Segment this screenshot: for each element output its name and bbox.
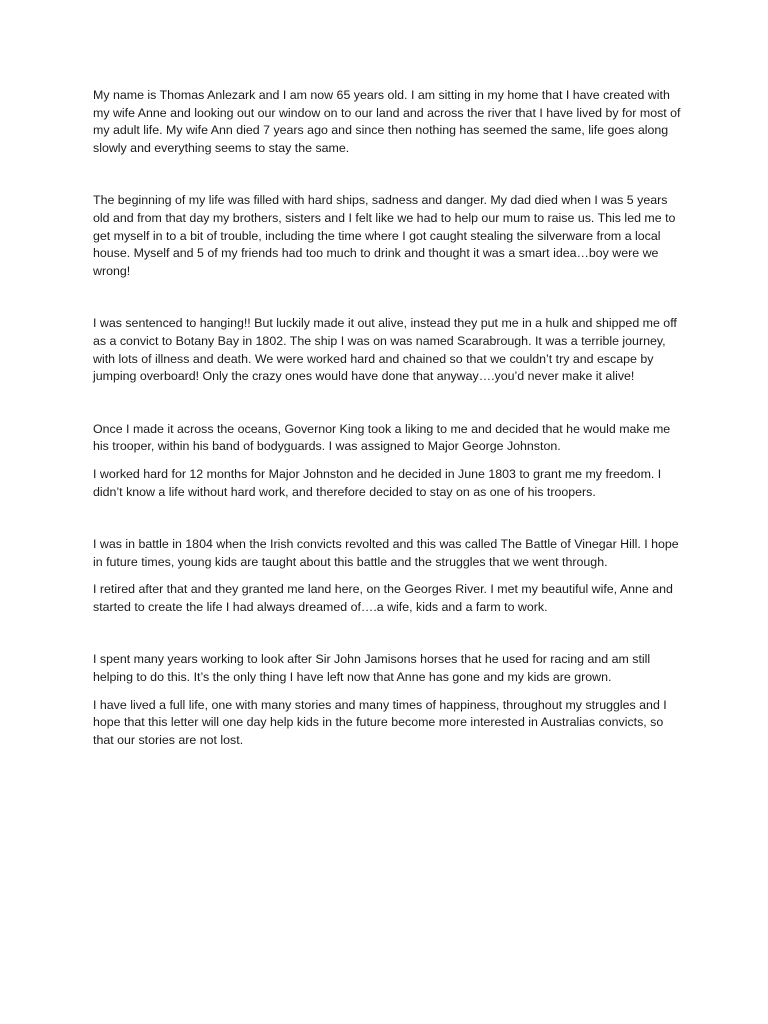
paragraph-trooper: Once I made it across the oceans, Governor King took a liking to me and decided that he would make me his trooper, within his band of bodyguards. I was assigned to Major George Johnston. (93, 421, 671, 454)
paragraph-early-life: The beginning of my life was filled with hard ships, sadness and danger. My dad died when I was 5 years old and from that day my brothers, sisters and I felt like we had to help our mum to raise us. This led me to get myself in to a bit of trouble, including the time where I got caught stealing the silverware from a local house. Myself and 5 of my friends had too much to drink and thought it was a smart idea…boy were we wrong! (93, 193, 676, 278)
paragraph-freedom: I worked hard for 12 months for Major Johnston and he decided in June 1803 to grant me my freedom. I didn’t know a life without hard work, and therefore decided to stay on as one of his troopers. (93, 466, 662, 499)
paragraph-horses: I spent many years working to look after Sir John Jamisons horses that he used for racing and am still helping to do this. It’s the only thing I have left now that Anne has gone and my kids are grown. (93, 652, 651, 685)
paragraph-conclusion: I have lived a full life, one with many stories and many times of happiness, throughout my struggles and I hope that this letter will one day help kids in the future become more interested in Australias convicts, so that our stories are not lost. (93, 697, 667, 747)
paragraph-sentence: I was sentenced to hanging!! But luckily made it out alive, instead they put me in a hulk and shipped me off as a convict to Botany Bay in 1802. The ship I was on was named Scarabrough. It was a terrible journey, with lots of illness and death. We were worked hard and chained so that we couldn’t try and escape by jumping overboard! Only the crazy ones would have done that anyway….you’d never make it alive! (93, 316, 677, 384)
document-body (93, 87, 683, 749)
paragraph-introduction: My name is Thomas Anlezark and I am now 65 years old. I am sitting in my home that I have created with my wife Anne and looking out our window on to our land and across the river that I have lived by for most of my adult life. My wife Ann died 7 years ago and since then nothing has seemed the same, life goes along slowly and everything seems to stay the same. (93, 88, 681, 155)
paragraph-retirement: I retired after that and they granted me land here, on the Georges River. I met my beautiful wife, Anne and started to create the life I had always dreamed of….a wife, kids and a farm to work. (93, 582, 673, 614)
paragraph-battle: I was in battle in 1804 when the Irish convicts revolted and this was called The Battle of Vinegar Hill. I hope in future times, young kids are taught about this battle and the struggles that we went through. (93, 537, 679, 569)
